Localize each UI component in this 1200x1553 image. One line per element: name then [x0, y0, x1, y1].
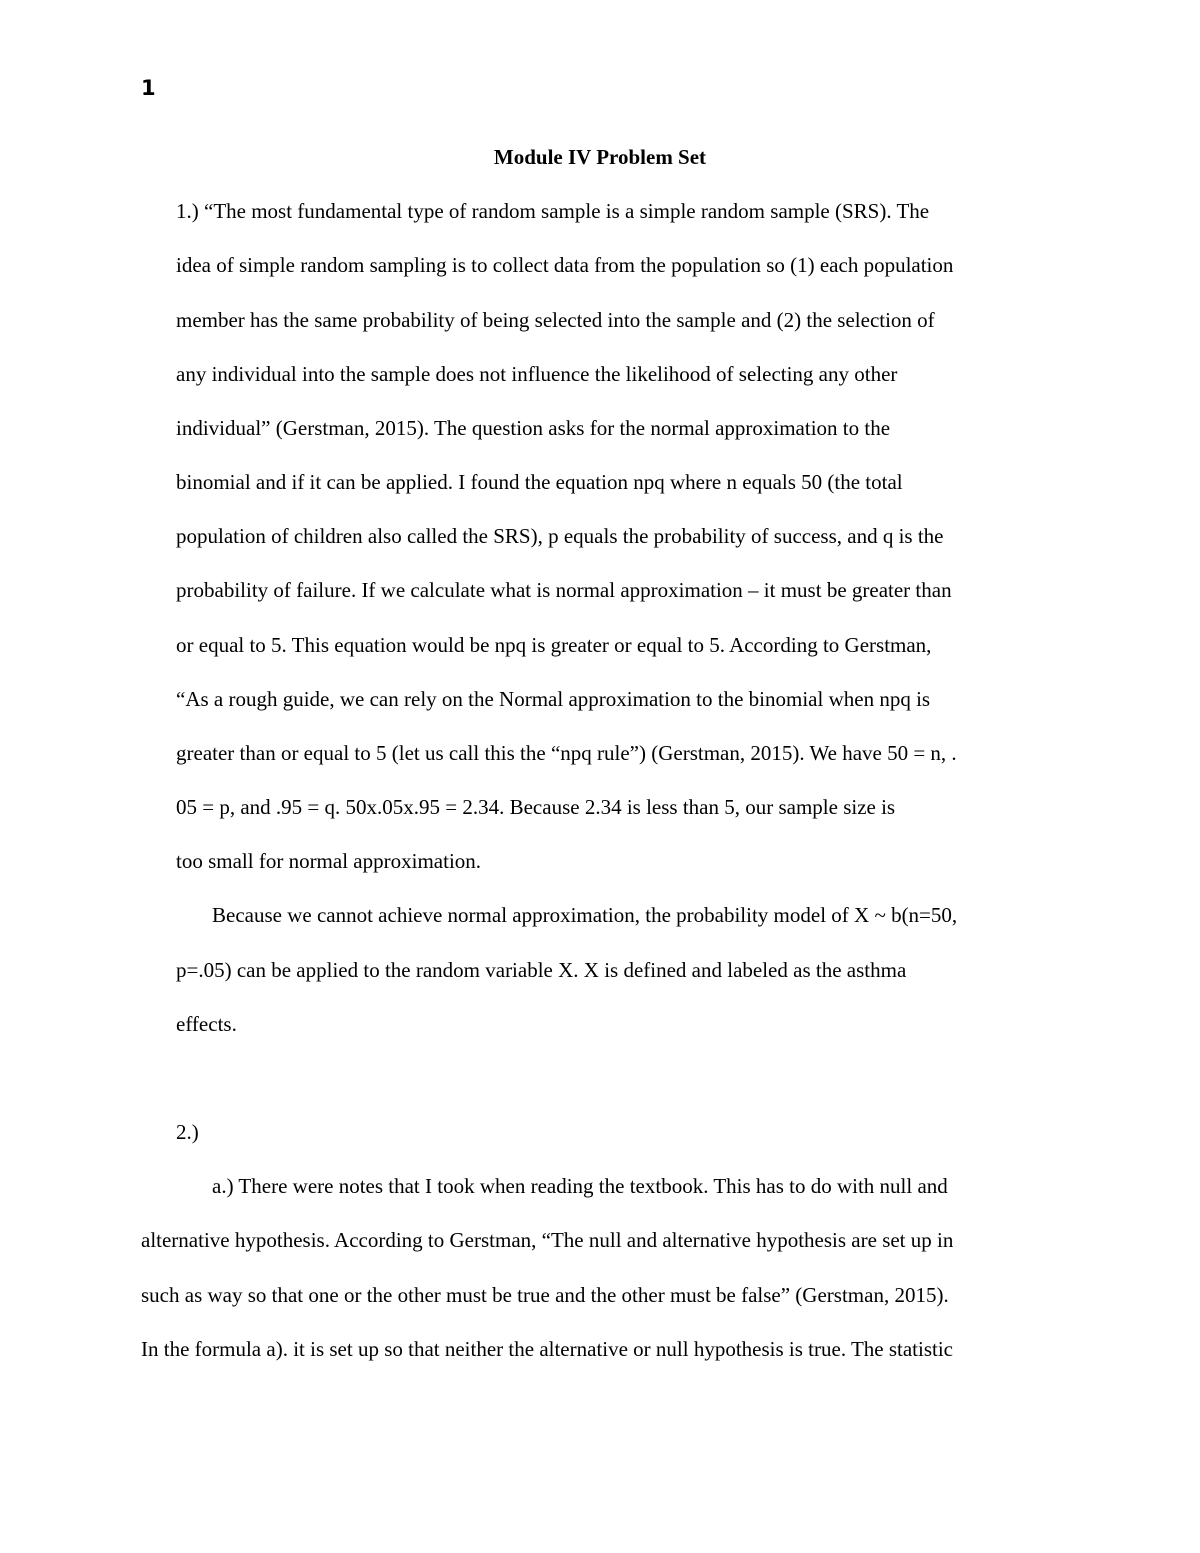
- text-line: alternative hypothesis. According to Gerstman, “The null and alternative hypothesis are set up in: [141, 1228, 954, 1252]
- text-line: p=.05) can be applied to the random variable X. X is defined and labeled as the asthma: [176, 958, 907, 982]
- text-line: any individual into the sample does not influence the likelihood of selecting any other: [176, 362, 898, 386]
- text-line: In the formula a). it is set up so that neither the alternative or null hypothesis is true. The statistic: [141, 1337, 954, 1361]
- page-number: 1: [141, 76, 156, 100]
- text-line: binomial and if it can be applied. I found the equation npq where n equals 50 (the total: [176, 470, 903, 494]
- text-line: too small for normal approximation.: [176, 849, 482, 873]
- text-line: or equal to 5. This equation would be npq is greater or equal to 5. According to Gerstman,: [176, 633, 932, 657]
- text-line: Because we cannot achieve normal approximation, the probability model of X ~ b(n=50,: [212, 903, 958, 927]
- text-line: probability of failure. If we calculate what is normal approximation – it must be greater than: [176, 578, 952, 602]
- document-title: Module IV Problem Set: [493, 145, 707, 169]
- text-line: 2.): [176, 1120, 199, 1144]
- text-line: 1.) “The most fundamental type of random sample is a simple random sample (SRS). The: [176, 199, 930, 223]
- text-line: such as way so that one or the other must be true and the other must be false” (Gerstman, 2015).: [141, 1283, 949, 1307]
- text-line: “As a rough guide, we can rely on the Normal approximation to the binomial when npq is: [176, 687, 931, 711]
- text-line: 05 = p, and .95 = q. 50x.05x.95 = 2.34. Because 2.34 is less than 5, our sample size is: [176, 795, 896, 819]
- text-line: a.) There were notes that I took when reading the textbook. This has to do with null and: [212, 1174, 948, 1198]
- text-line: greater than or equal to 5 (let us call this the “npq rule”) (Gerstman, 2015). We have 50 = n, .: [176, 741, 957, 765]
- text-line: population of children also called the SRS), p equals the probability of success, and q is the: [176, 524, 944, 548]
- text-line: effects.: [176, 1012, 237, 1036]
- text-line: idea of simple random sampling is to collect data from the population so (1) each population: [176, 253, 954, 277]
- text-line: individual” (Gerstman, 2015). The question asks for the normal approximation to the: [176, 416, 891, 440]
- text-line: member has the same probability of being selected into the sample and (2) the selection of: [176, 308, 935, 332]
